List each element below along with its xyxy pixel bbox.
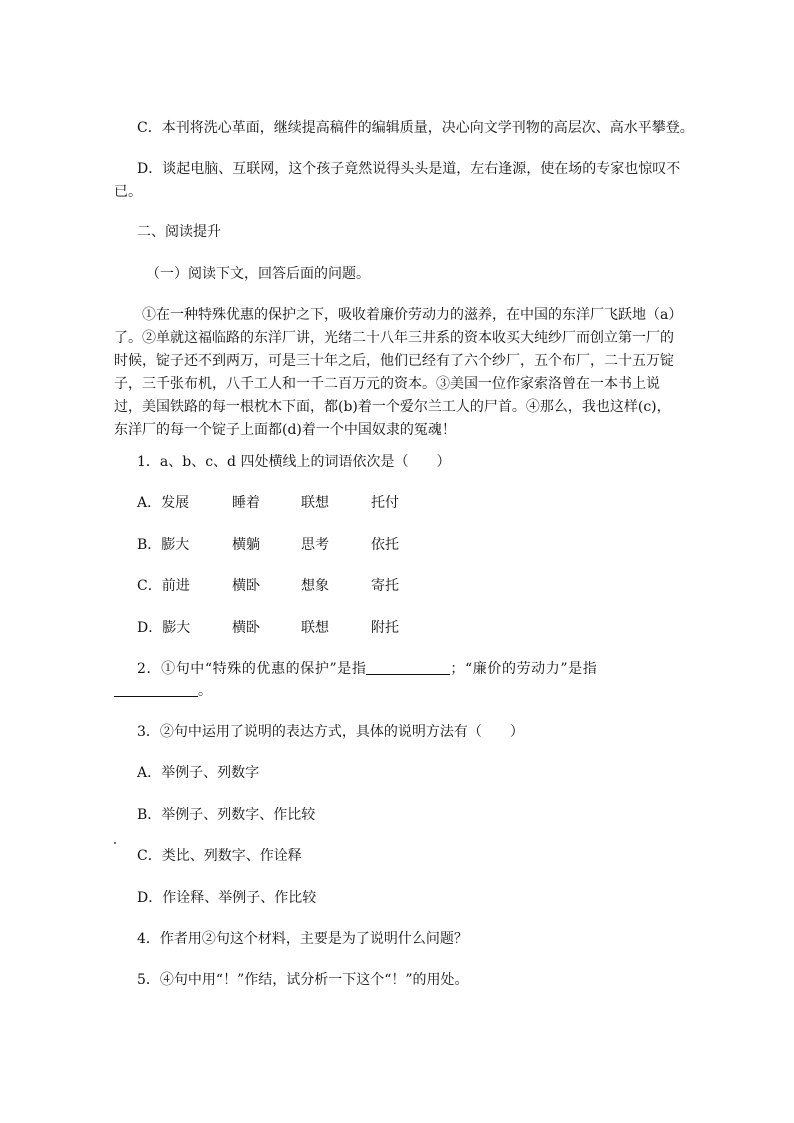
q3-option-a: A．举例子、列数字 bbox=[137, 765, 260, 781]
q1-option-a-word2: 睡着 bbox=[232, 495, 260, 511]
q1-option-a-word1: A．发展 bbox=[137, 495, 190, 511]
q1-option-b-word1: B．膨大 bbox=[137, 537, 190, 553]
q5: 5．④句中用“！”作结，试分析一下这个“！”的用处。 bbox=[137, 972, 469, 988]
q1-option-c-word3: 想象 bbox=[301, 578, 329, 594]
q2-part2: ；“廉价的劳动力”是指 bbox=[450, 661, 598, 677]
option-c-prev: C．本刊将洗心革面，继续提高稿件的编辑质量，决心向文学刊物的高层次、高水平攀登。 bbox=[137, 120, 694, 136]
q1-option-d-word4: 附托 bbox=[371, 620, 399, 636]
q2-answer-blank-1[interactable] bbox=[366, 660, 450, 675]
section-title: 二、阅读提升 bbox=[137, 224, 221, 240]
q1-option-b-word3: 思考 bbox=[301, 537, 329, 553]
q2-answer-blank-2[interactable] bbox=[114, 682, 198, 697]
q1-option-d-word1: D．膨大 bbox=[137, 620, 191, 636]
reading-passage: ①在一种特殊优惠的保护之下，吸收着廉价劳动力的滋养，在中国的东洋厂飞跃地（a）了。②单就这福临路的东洋厂讲，光绪二十八年三井系的资本收买大纯纱厂而创立第一厂的时候，锭子还不到两万，可是三十年之后，他们已经有了六个纱厂，五个布厂，二十五万锭子，三千张布机，八千工人和一千二百万元的资本。③美国一位作家索洛曾在一本书上说过，美国铁路的每一根枕木下面，都(b)着一个爱尔兰工人的尸首。④那么，我也这样(c)，东洋厂的每一个锭子上面都(d)着一个中国奴隶的冤魂！ bbox=[114, 307, 683, 438]
q4: 4．作者用②句这个材料，主要是为了说明什么问题？ bbox=[137, 931, 468, 947]
subsection-title: （一）阅读下文，回答后面的问题。 bbox=[146, 266, 370, 282]
q2-line2 bbox=[114, 680, 684, 703]
q1-option-b-word2: 横躺 bbox=[232, 537, 260, 553]
stray-mark bbox=[114, 842, 116, 844]
q1-option-c-word1: C．前进 bbox=[137, 578, 190, 594]
q2-part1: 2．①句中“特殊的优惠的保护”是指 bbox=[137, 661, 367, 677]
q3-option-c: C．类比、列数字、作诠释 bbox=[137, 848, 302, 864]
q2-line1 bbox=[137, 658, 707, 681]
option-d-prev: D．谈起电脑、互联网，这个孩子竟然说得头头是道，左右逢源，使在场的专家也惊叹不已。 bbox=[114, 161, 681, 200]
q1-option-a-word4: 托付 bbox=[371, 495, 399, 511]
q3-stem: 3．②句中运用了说明的表达方式，具体的说明方法有（ ） bbox=[137, 724, 524, 740]
q3-option-b: B．举例子、列数字、作比较 bbox=[137, 807, 316, 823]
q1-option-b-word4: 依托 bbox=[371, 537, 399, 553]
q2-end: 。 bbox=[198, 683, 212, 699]
q1-option-c-word2: 横卧 bbox=[232, 578, 260, 594]
q3-option-d: D．作诠释、举例子、作比较 bbox=[137, 890, 317, 906]
q1-option-d-word2: 横卧 bbox=[232, 620, 260, 636]
q1-option-a-word3: 联想 bbox=[301, 495, 329, 511]
q1-stem: 1．a、b、c、d 四处横线上的词语依次是（ ） bbox=[137, 454, 451, 470]
q1-option-d-word3: 联想 bbox=[301, 620, 329, 636]
q1-option-c-word4: 寄托 bbox=[371, 578, 399, 594]
